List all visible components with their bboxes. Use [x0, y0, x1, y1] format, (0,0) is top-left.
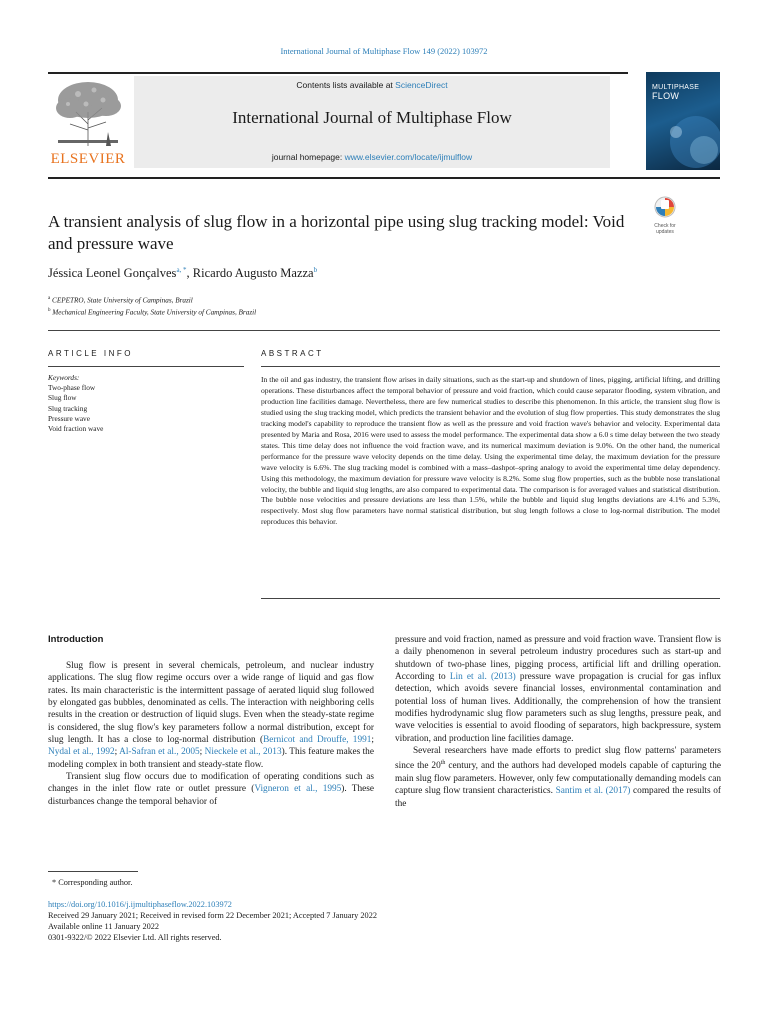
divider — [48, 366, 244, 367]
corresponding-author-note: * Corresponding author. — [52, 878, 133, 887]
journal-title: International Journal of Multiphase Flow — [232, 108, 512, 127]
author-1-marks[interactable]: a, * — [176, 266, 187, 274]
keywords-block — [48, 373, 244, 434]
author-2[interactable]: Ricardo Augusto Mazza — [192, 266, 314, 281]
author-list — [48, 266, 648, 281]
text-run: ). This feature makes the modeling complex in both transient and steady-state flow. — [48, 747, 374, 770]
publisher-wordmark: ELSEVIER — [50, 151, 126, 167]
journal-cover-image[interactable] — [646, 72, 720, 170]
divider — [261, 598, 720, 599]
citation-link[interactable]: Bernicot and Drouffe, 1991 — [263, 735, 372, 746]
intro-paragraph — [48, 660, 374, 771]
introduction-heading: Introduction — [48, 634, 104, 645]
journal-homepage-link[interactable]: www.elsevier.com/locate/ijmulflow — [344, 152, 473, 162]
article-footer — [48, 899, 548, 943]
intro-paragraph — [48, 771, 374, 808]
sciencedirect-link[interactable]: ScienceDirect — [395, 80, 448, 90]
text-run: pressure wave propagation is crucial for gas influx detection, which avoids severe financial losses, environmental contamination and potential loss of human lives. Additionally, the comprehension of how the transient modifies hydrodynamic slug flow parameters such as slug lengths, pressure peak, and wave velocities is essential to avoid flooding of separators, high backpressure, system vibration, and production line facilities damage. — [395, 672, 721, 744]
text-run: Several researchers have made efforts to predict slug flow patterns' parameters since the 20 — [395, 746, 721, 772]
citation-link[interactable]: Vigneron et al., 1995 — [254, 784, 342, 795]
contents-prefix: Contents lists available at — [296, 80, 396, 90]
citation-link[interactable]: Santim et al. (2017) — [555, 786, 631, 797]
intro-left-column — [48, 660, 374, 808]
text-run: pressure and void fraction, named as pressure and void fraction wave. Transient flow is a daily phenomenon in several petroleum industry procedures such as start-up and shutdown of two-phase lines, pigging process, artificial lift and drilling operation. According to — [395, 635, 721, 683]
header-rule-top — [48, 72, 628, 74]
homepage-line — [134, 152, 610, 162]
crossmark-line1: Check for — [654, 223, 676, 229]
text-run: Transient slug flow occurs due to modification of operating conditions such as changes in the inlet flow rate or outlet pressure ( — [48, 772, 374, 795]
received-dates: Received 29 January 2021; Received in revised form 22 December 2021; Accepted 7 January 2022 — [48, 911, 378, 921]
abstract-text: In the oil and gas industry, the transient flow arises in daily situations, such as the start-up and shutdown of lines, pigging, artificial lifting, and drilling operations. These disturbances affect the temporal behavior of pressure and void fraction, which could cause separator flooding, system vibration, and production line facilities damage. Nevertheless, there are few numerical studies to describe this phenomenon. In this article, the transient slug flow is studied using the slug tracking model, which predicts the transient behavior and the evolution of slug flow properties. This study demonstrates the slug tracking model's capability to reproduce the transient flow as well as the pressure and void fraction wave's behavior and velocity. Experimental data presented by Maria and Rosa, 2016 were used to assess the model performance. The experimental data show a 6.0 s time delay between the two steady states. This time delay does not influence the void fraction wave, and its numerical maximum deviation is 9.0%. On the other hand, the numerical performance for the pressure wave velocity depends on the time delay. Using the experimental time delay, the maximum deviation for the pressure wave velocity is 6.6%. The slug tracking model is combined with a mass–dashpot–spring analogy to avoid the experimental time delay dependency. Using this methodology, the maximum deviation for pressure wave velocity is 8.2%. Some slug flow properties, such as the bubble nose translational velocity, the bubble and liquid slug lengths, are also compared to experimental data. The comparison is for averaged values and statistical distribution. The bubble nose velocities and pressure deviations are less than 1.5%, while the bubble and liquid slug lengths deviations are 4.1% and 5.3%, respectively. Most slug flow parameters have normal statistical distribution, but slug length follows a close to log-normal distribution. The model reproduces this behavior. — [261, 375, 720, 527]
text-run: compared the results of the — [395, 786, 721, 809]
contents-line — [134, 80, 610, 90]
keyword: Two-phase flow — [48, 383, 96, 393]
text-run: ). These disturbances change the temporal behavior of — [48, 784, 375, 807]
article-info-heading: ARTICLE INFO — [48, 349, 133, 358]
header-rule-bottom — [48, 177, 720, 179]
check-for-updates-badge[interactable] — [648, 196, 682, 235]
citation-link[interactable]: Nieckele et al., 2013 — [204, 747, 282, 758]
citation-link[interactable]: Al-Safran et al., 2005 — [119, 747, 200, 758]
keyword: Slug tracking — [48, 403, 88, 413]
intro-paragraph — [395, 634, 721, 745]
keywords-label: Keywords: — [48, 373, 80, 382]
citation-link[interactable]: Lin et al. (2013) — [449, 672, 516, 683]
author-separator: , — [186, 266, 193, 281]
affiliation-b: $^b$ Mechanical Engineering Faculty, State University of Campinas, Brazil — [48, 308, 257, 317]
affiliation-a: $^a$ CEPETRO, State University of Campinas, Brazil — [48, 296, 193, 305]
homepage-prefix: journal homepage: — [271, 152, 345, 162]
copyright: 0301-9322/© 2022 Elsevier Ltd. All rights reserved. — [48, 933, 222, 943]
divider — [261, 366, 720, 367]
text-run: Slug flow is present in several chemicals, petroleum, and nuclear industry applications. The slug flow regime occurs over a wide range of liquid and gas flow rates. Its main characteristic is the intermittent passage of aerated liquid slug followed by elongated gas bubbles, denominated as cells. The interaction with neighboring cells results in the creation or destruction of liquid slugs. Even when the steady-state regime is considered, the slug flow's key parameters follow a normal distribution, except for slug length. It has a close to log-normal distribution ( — [48, 661, 374, 746]
text-run: ; — [199, 747, 205, 758]
author-2-marks[interactable]: b — [313, 266, 318, 274]
text-run: ; — [114, 747, 120, 758]
crossmark-icon — [654, 196, 676, 218]
intro-right-column — [395, 634, 721, 810]
author-1[interactable]: Jéssica Leonel Gonçalves — [48, 266, 177, 281]
journal-reference[interactable]: International Journal of Multiphase Flow 149 (2022) 103972 — [280, 46, 488, 56]
crossmark-line2: updates — [656, 229, 674, 235]
online-date: Available online 11 January 2022 — [48, 922, 160, 932]
cover-title: MULTIPHASE FLOW — [652, 84, 700, 101]
citation-link[interactable]: Nydal et al., 1992 — [48, 747, 115, 758]
abstract-heading: ABSTRACT — [261, 349, 324, 358]
keyword: Pressure wave — [48, 413, 90, 423]
keyword: Void fraction wave — [48, 424, 104, 434]
footnote-rule — [48, 871, 138, 872]
superscript: th — [440, 760, 446, 767]
intro-paragraph — [395, 745, 721, 810]
text-run: ; — [371, 735, 374, 746]
divider — [48, 330, 720, 331]
keyword: Slug flow — [48, 393, 77, 403]
article-title: A transient analysis of slug flow in a horizontal pipe using slug tracking model: Void and pressure wave — [48, 212, 625, 253]
text-run: century, and the authors had developed models capable of capturing the main slug flow parameters. However, only few computationally demanding models can capture slug flow transient characteristics. — [395, 761, 721, 797]
doi-link[interactable]: https://doi.org/10.1016/j.ijmultiphaseflow.2022.103972 — [48, 900, 232, 909]
